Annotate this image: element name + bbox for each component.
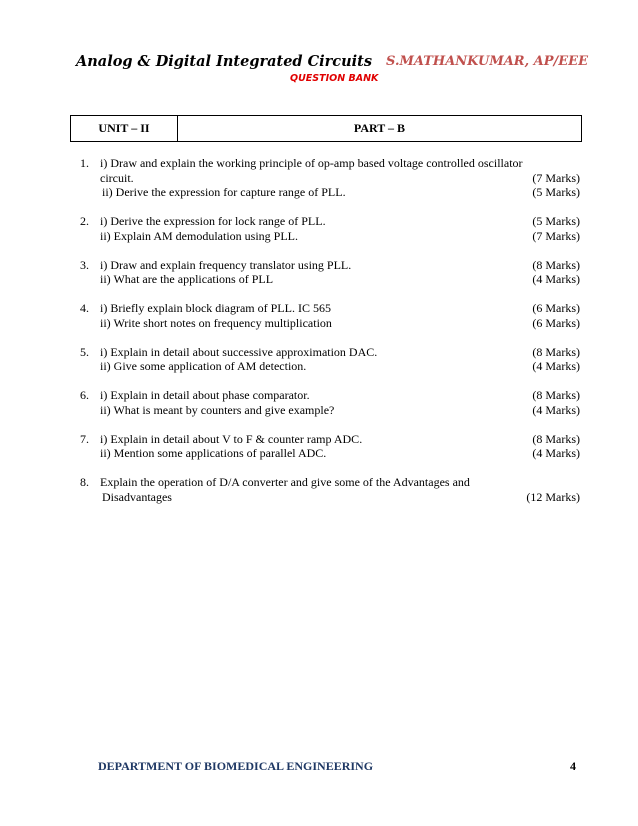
question-item bbox=[80, 388, 580, 417]
question-number: 5. bbox=[80, 344, 89, 359]
question-line bbox=[80, 272, 580, 287]
question-marks: (4 Marks) bbox=[532, 359, 580, 373]
question-text: ii) What is meant by counters and give example? bbox=[100, 402, 335, 417]
question-text: Disadvantages bbox=[102, 489, 172, 504]
question-marks: (8 Marks) bbox=[532, 388, 580, 402]
question-marks: (7 Marks) bbox=[532, 170, 580, 185]
question-item bbox=[80, 156, 580, 200]
question-line bbox=[80, 185, 580, 200]
question-list bbox=[80, 156, 580, 519]
question-text: ii) Explain AM demodulation using PLL. bbox=[100, 228, 298, 243]
question-marks: (12 Marks) bbox=[526, 489, 580, 504]
question-marks: (6 Marks) bbox=[532, 301, 580, 315]
question-number: 2. bbox=[80, 214, 89, 228]
question-number: 3. bbox=[80, 257, 89, 272]
page-number: 4 bbox=[570, 759, 576, 773]
question-text: ii) Derive the expression for capture range of PLL. bbox=[102, 185, 346, 199]
question-line bbox=[80, 432, 580, 447]
question-marks: (6 Marks) bbox=[532, 315, 580, 330]
question-number: 7. bbox=[80, 431, 89, 446]
question-bank-subtitle: QUESTION BANK bbox=[290, 73, 379, 84]
department-footer: DEPARTMENT OF BIOMEDICAL ENGINEERING bbox=[98, 759, 374, 773]
question-marks: (8 Marks) bbox=[532, 257, 580, 272]
unit-part-table bbox=[70, 115, 582, 142]
unit-cell: UNIT – II bbox=[71, 116, 178, 141]
author-name: S.MATHANKUMAR, AP/EEE bbox=[386, 54, 588, 69]
question-number: 8. bbox=[80, 475, 89, 489]
question-marks: (4 Marks) bbox=[532, 446, 580, 460]
question-text: ii) Mention some applications of parallel ADC. bbox=[100, 446, 327, 460]
question-text: Explain the operation of D/A converter and give some of the Advantages and bbox=[100, 475, 470, 489]
question-number: 6. bbox=[80, 388, 89, 402]
question-line bbox=[80, 359, 580, 374]
question-marks: (5 Marks) bbox=[532, 185, 580, 199]
question-marks: (7 Marks) bbox=[532, 228, 580, 243]
question-item bbox=[80, 432, 580, 461]
question-marks: (4 Marks) bbox=[532, 402, 580, 417]
question-text: i) Draw and explain the working principle of op-amp based voltage controlled oscillator bbox=[100, 156, 523, 170]
question-item bbox=[80, 345, 580, 374]
question-text: ii) Write short notes on frequency multiplication bbox=[100, 315, 332, 330]
question-marks: (5 Marks) bbox=[532, 214, 580, 228]
question-text: i) Derive the expression for lock range of PLL. bbox=[100, 214, 326, 228]
question-line bbox=[80, 446, 580, 461]
question-text: ii) Give some application of AM detection. bbox=[100, 359, 307, 373]
question-line bbox=[80, 301, 580, 316]
question-line bbox=[80, 258, 580, 273]
question-line bbox=[80, 229, 580, 244]
question-text: i) Briefly explain block diagram of PLL. IC 565 bbox=[100, 301, 331, 315]
question-text: i) Explain in detail about V to F & counter ramp ADC. bbox=[100, 431, 363, 446]
question-marks: (4 Marks) bbox=[532, 272, 580, 286]
question-item bbox=[80, 475, 580, 504]
question-item bbox=[80, 214, 580, 243]
question-text: i) Explain in detail about successive approximation DAC. bbox=[100, 344, 378, 359]
question-line bbox=[80, 316, 580, 331]
question-number: 4. bbox=[80, 301, 89, 315]
question-line bbox=[80, 171, 580, 186]
question-number: 1. bbox=[80, 156, 89, 170]
question-line bbox=[80, 156, 580, 171]
question-line bbox=[80, 475, 580, 490]
question-text: i) Explain in detail about phase comparator. bbox=[100, 388, 310, 402]
question-item bbox=[80, 258, 580, 287]
question-marks: (8 Marks) bbox=[532, 431, 580, 446]
question-text: circuit. bbox=[100, 170, 134, 185]
part-cell: PART – B bbox=[353, 121, 406, 135]
question-line bbox=[80, 345, 580, 360]
question-marks: (8 Marks) bbox=[532, 344, 580, 359]
question-text: ii) What are the applications of PLL bbox=[100, 272, 274, 286]
subject-title: Analog & Digital Integrated Circuits bbox=[76, 53, 373, 70]
question-line bbox=[80, 403, 580, 418]
question-text: i) Draw and explain frequency translator using PLL. bbox=[100, 257, 352, 272]
question-line bbox=[80, 490, 580, 505]
question-item bbox=[80, 301, 580, 330]
question-line bbox=[80, 214, 580, 229]
question-line bbox=[80, 388, 580, 403]
